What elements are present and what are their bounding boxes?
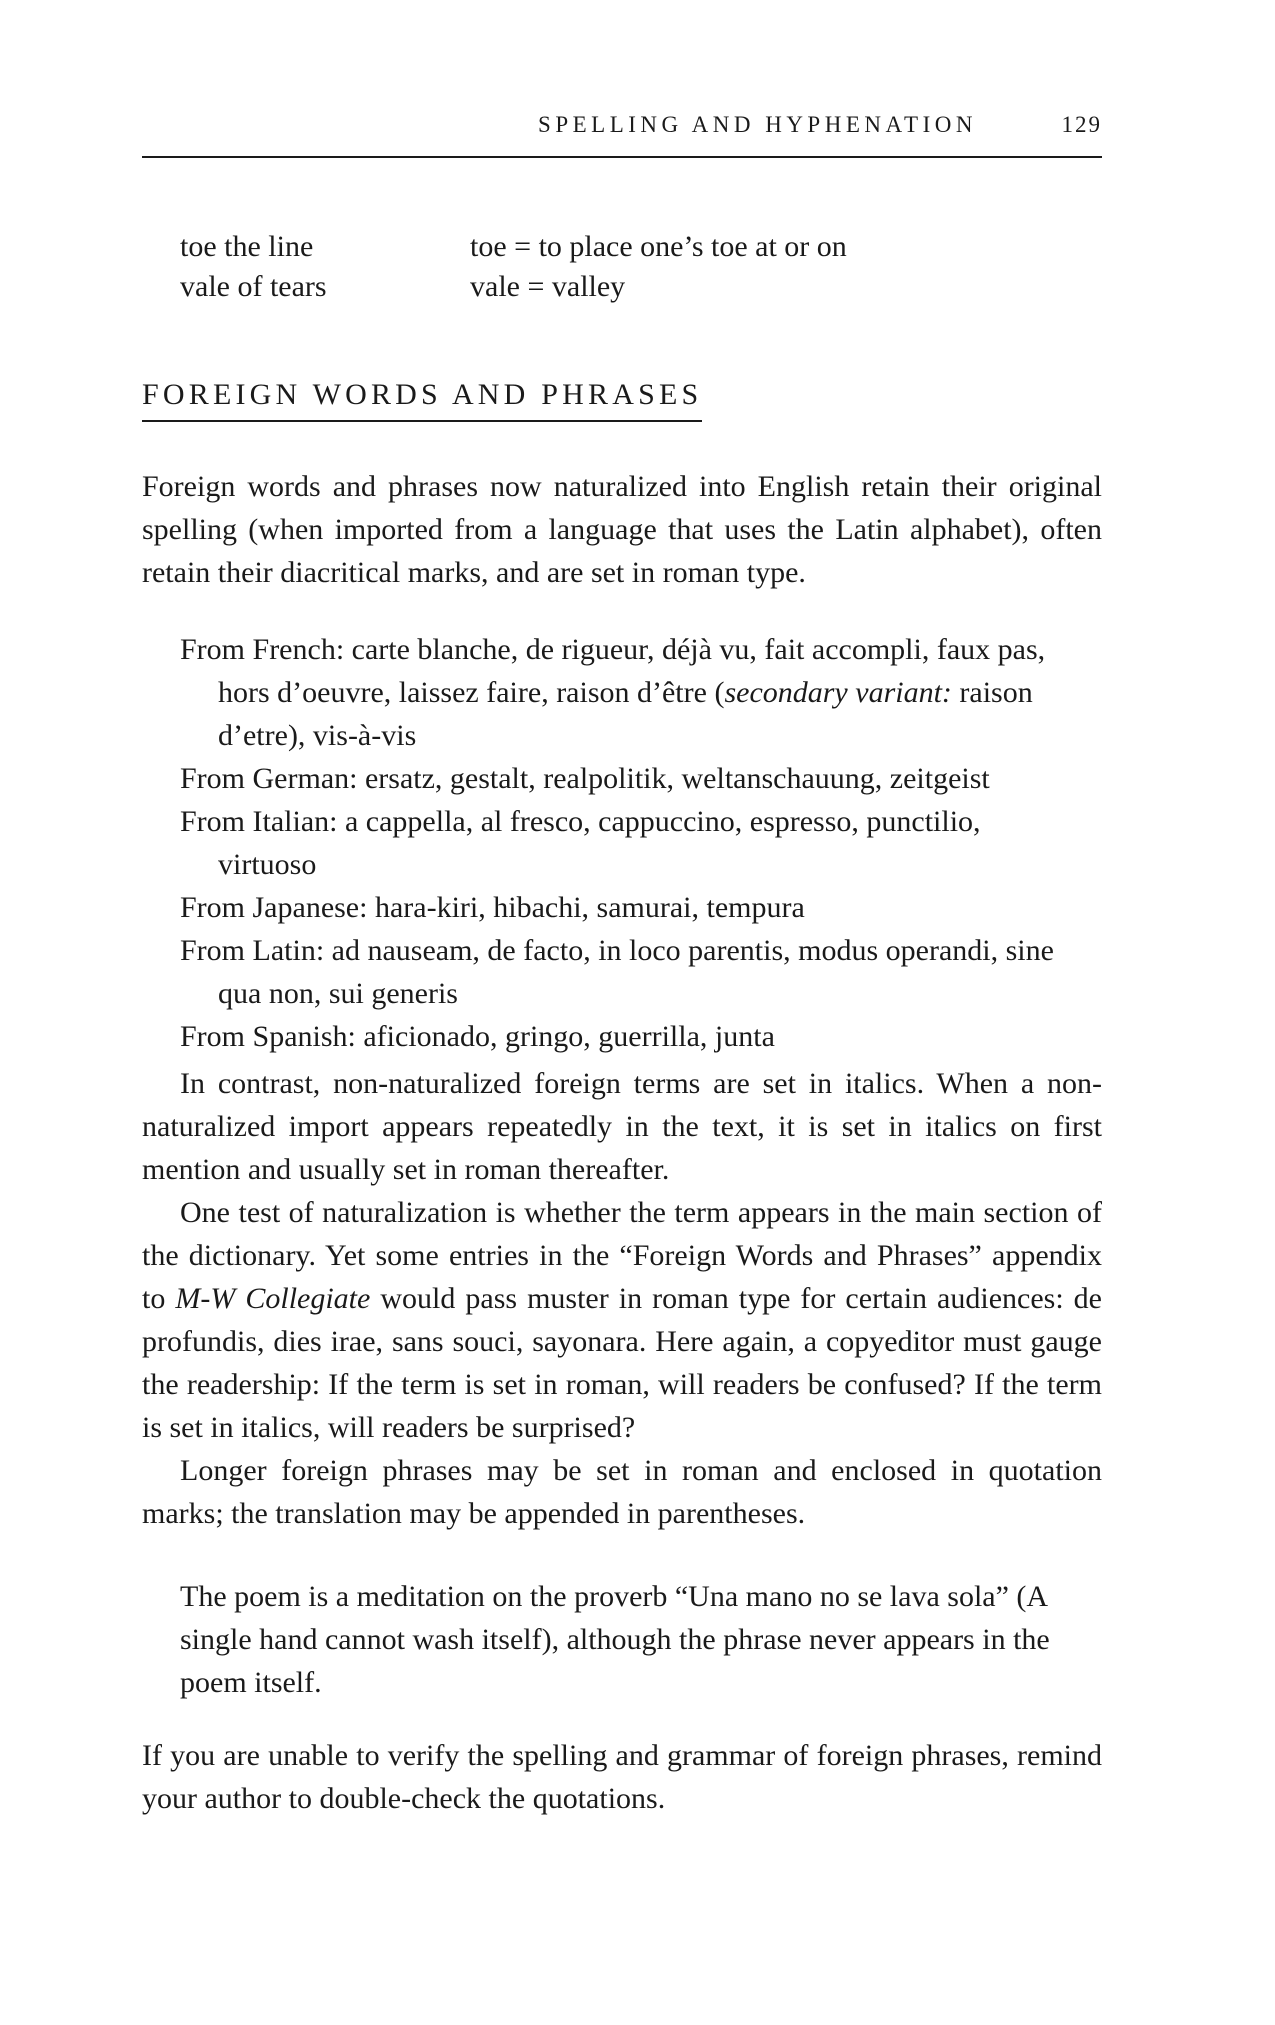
longer-phrases-paragraph: Longer foreign phrases may be set in roman and enclosed in quotation marks; the translation may be appended in parentheses.: [142, 1454, 1102, 1530]
page-number: 129: [1061, 112, 1102, 137]
section-heading: FOREIGN WORDS AND PHRASES: [142, 378, 702, 422]
list-item-latin: From Latin: ad nauseam, de facto, in loco parentis, modus operandi, sine qua non, sui generis: [180, 934, 1054, 1010]
dictionary-title: M-W Collegiate: [175, 1282, 371, 1315]
foreign-examples-list: [180, 628, 1065, 1058]
table-term: toe the line: [180, 230, 314, 263]
list-item-japanese: From Japanese: hara-kiri, hibachi, samurai, tempura: [180, 891, 805, 924]
list-item-german: From German: ersatz, gestalt, realpolitik, weltanschauung, zeitgeist: [180, 762, 990, 795]
secondary-variant-label: secondary variant:: [724, 676, 952, 709]
table-definition: vale = valley: [470, 270, 626, 303]
table-row: [180, 265, 1080, 305]
table-row: [180, 225, 1080, 265]
closing-paragraph: If you are unable to verify the spelling and grammar of foreign phrases, remind your author to double-check the quotations.: [142, 1739, 1102, 1815]
naturalization-paragraph: [142, 1191, 1102, 1449]
running-head: [142, 110, 1102, 158]
table-definition: toe = to place one’s toe at or on: [470, 230, 847, 263]
word-table: [180, 225, 1080, 305]
french-examples: From French: carte blanche, de rigueur, déjà vu, fait accompli, faux pas, hors d’oeuvre, laissez faire, raison d’être (: [180, 633, 1046, 709]
list-item-french: [180, 628, 1065, 757]
table-term: vale of tears: [180, 270, 327, 303]
french-variant: raison d’etre), vis-à-vis: [218, 676, 1033, 752]
naturalization-text: One test of naturalization is whether the term appears in the main section of the dictionary. Yet some entries in the “Foreign Words and Phrases” appendix to: [142, 1196, 1102, 1315]
contrast-paragraph: In contrast, non-naturalized foreign terms are set in italics. When a non-naturalized import appears repeatedly in the text, it is set in italics on first mention and usually set in roman thereafter.: [142, 1067, 1102, 1186]
running-head-title: SPELLING AND HYPHENATION: [538, 112, 977, 137]
example-quote: The poem is a meditation on the proverb “Una mano no se lava sola” (A single hand cannot wash itself), although the phrase never appears in the poem itself.: [180, 1580, 1050, 1699]
list-item-spanish: From Spanish: aficionado, gringo, guerrilla, junta: [180, 1020, 775, 1053]
intro-paragraph: Foreign words and phrases now naturalized into English retain their original spelling (when imported from a language that uses the Latin alphabet), often retain their diacritical marks, and are set in roman type.: [142, 470, 1102, 589]
list-item-italian: From Italian: a cappella, al fresco, cappuccino, espresso, punctilio, virtuoso: [180, 805, 981, 881]
naturalization-text-continued: would pass muster in roman type for certain audiences: de profundis, dies irae, sans souci, sayonara. Here again, a copyeditor must gauge the readership: If the term is set in roman, will readers be confused? If the term is set in italics, will readers be surprised?: [142, 1282, 1103, 1444]
